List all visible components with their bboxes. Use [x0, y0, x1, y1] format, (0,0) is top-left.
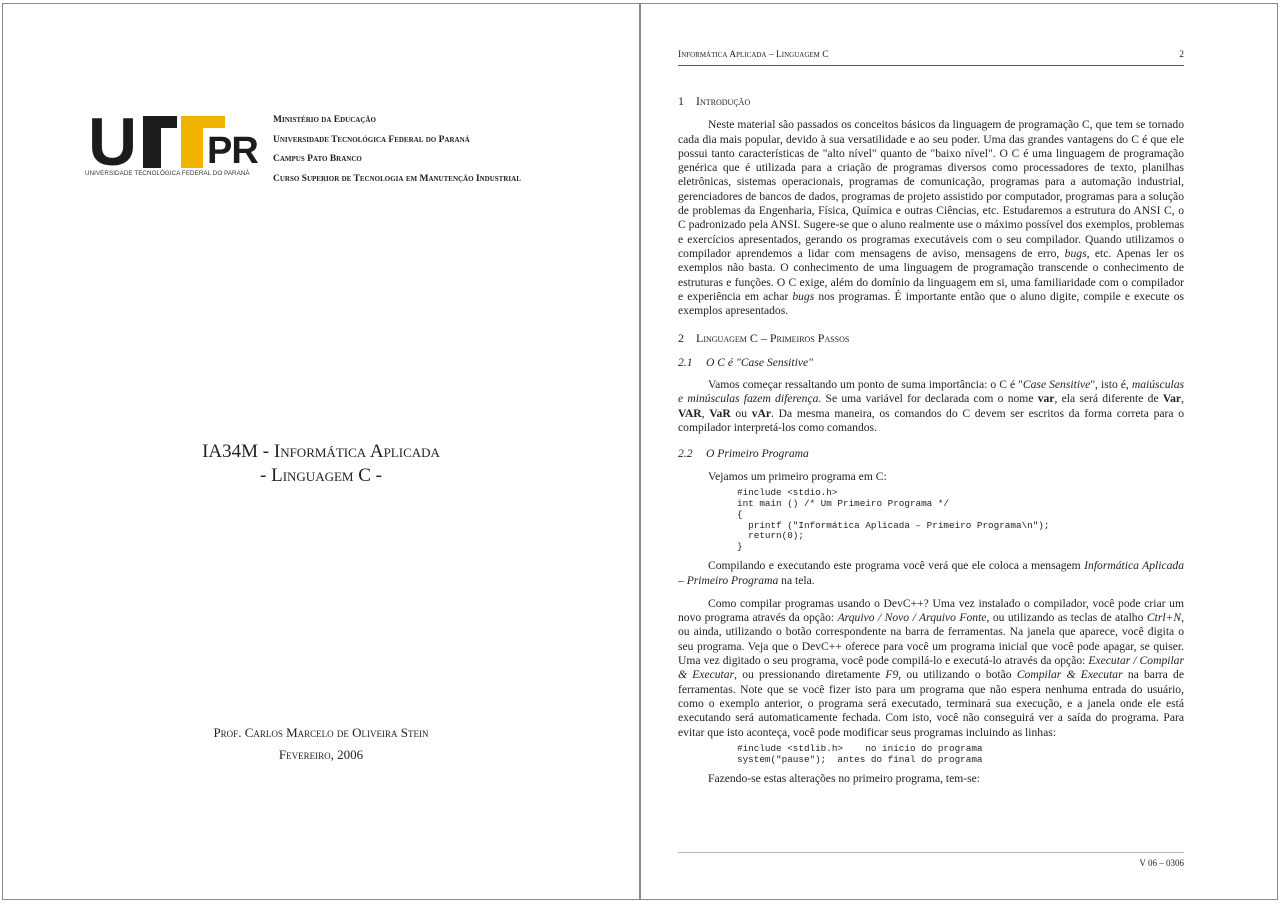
content-page	[640, 3, 1278, 900]
text-run: , ou utilizando as teclas de atalho	[986, 611, 1147, 625]
text-run: , ou ainda, utilizando o botão correspondente na barra de ferramentas. Na janela que aparece, você digita o seu programa. Veja que o DevC++ oferece para você um programa inicial que você pode apagar, se quiser. Uma vez digitado o seu programa, você pode compilá-lo e executá-lo através da opção:	[678, 611, 1185, 668]
emphasis-maiusculas: maiúsculas e minúsculas fazem diferença	[678, 378, 1185, 406]
text-run: . Se uma variável for declarada com o nome	[818, 392, 1038, 406]
text-run: Como compilar programas usando o DevC++? Uma vez instalado o compilador, você pode criar um novo programa através da opção:	[678, 596, 1184, 625]
subsection-title: O C é "Case Sensitive"	[706, 355, 813, 369]
paragraph-compilando	[678, 559, 1184, 588]
code-block-primeiro-programa: #include <stdio.h> int main () /* Um Primeiro Programa */ { printf ("Informática Aplicada – Primeiro Programa\n"); return(0); }	[737, 486, 1050, 553]
bold-var: vAr	[751, 406, 772, 420]
emphasis-menu-path: Executar / Compilar & Executar	[678, 654, 1184, 682]
institution-campus: Campus Pato Branco	[273, 154, 362, 164]
emphasis-case-sensitive: Case Sensitive	[1022, 378, 1091, 392]
emphasis-bugs: bugs	[1064, 246, 1087, 260]
course-title-line1: IA34M - Informática Aplicada	[202, 441, 440, 462]
course-title-line2: - Linguagem C -	[260, 465, 382, 486]
section-heading-introducao	[678, 94, 1184, 108]
publication-date: Fevereiro, 2006	[278, 747, 364, 762]
text-run: ,	[1181, 392, 1184, 406]
institution-course: Curso Superior de Tecnologia em Manutenção Industrial	[273, 173, 521, 184]
text-run: ou	[730, 406, 752, 420]
section-title: Introdução	[696, 94, 751, 108]
paragraph-fazendo: Fazendo-se estas alterações no primeiro programa, tem-se:	[708, 771, 981, 785]
emphasis-button-name: Compilar & Executar	[1016, 668, 1123, 682]
page-content	[678, 94, 1184, 795]
running-header	[678, 50, 1184, 66]
emphasis-shortcut: F9	[885, 668, 899, 682]
text-run: , ou utilizando o botão	[898, 668, 1017, 682]
course-title	[3, 440, 639, 488]
text-run: ,	[701, 406, 710, 420]
emphasis-bugs: bugs	[792, 289, 815, 303]
paragraph-devcpp	[678, 597, 1184, 740]
subsection-heading-primeiro-programa	[678, 447, 1184, 461]
emphasis-shortcut: Ctrl+N	[1146, 611, 1182, 625]
text-run: , etc. Apenas ler os exemplos não basta. O conhecimento de uma linguagem de programação transcende o conhecimento de estruturas e funções. O C exige, além do domínio da linguagem em si, uma familiaridade com o compilador e experiência em achar	[678, 246, 1184, 303]
section-number: 1	[678, 94, 684, 108]
author-name: Prof. Carlos Marcelo de Oliveira Stein	[213, 725, 429, 740]
subsection-number: 2.1	[678, 355, 693, 369]
text-run: ", isto é,	[1090, 378, 1132, 392]
page-footer	[678, 852, 1184, 866]
utfpr-logo	[85, 104, 267, 180]
logo-caption: UNIVERSIDADE TECNOLÓGICA FEDERAL DO PARANÁ	[85, 170, 250, 177]
logo-letter-u: U	[88, 104, 134, 180]
emphasis-message: Informática Aplicada – Primeiro Programa	[678, 559, 1184, 587]
page-number: 2	[1179, 50, 1184, 60]
bold-var: VaR	[709, 406, 731, 420]
text-run: na barra de ferramentas. Note que se você fizer isto para um programa que não espera nenhuma entrada do usuário, como o exemplo anterior, o programa será executado, terminará sua execução, e a janela onde ele está executando será automaticamente fechada. Com isto, você não conseguirá ver a saída do programa. Para evitar que isto aconteça, você pode modificar seus programas incluindo as linhas:	[678, 668, 1184, 739]
text-run: , ela será diferente de	[1054, 392, 1163, 406]
bold-var: var	[1037, 392, 1055, 406]
running-header-title: Informática Aplicada – Linguagem C	[678, 50, 829, 60]
text-run: Compilando e executando este programa você verá que ele coloca a mensagem	[708, 559, 1085, 573]
subsection-number: 2.2	[678, 447, 693, 461]
version-label: V 06 – 0306	[1139, 858, 1184, 868]
text-run: . Da mesma maneira, os comandos do C devem ser escritos da forma correta para o compilador interpretá-los como comandos.	[678, 406, 1185, 434]
logo-bar-f-top	[181, 116, 225, 128]
emphasis-menu-path: Arquivo / Novo / Arquivo Fonte	[837, 611, 987, 625]
subsection-title: O Primeiro Programa	[706, 447, 809, 461]
paragraph-intro	[678, 118, 1184, 318]
logo-bar-t-top	[143, 116, 177, 128]
text-run: Vamos começar ressaltando um ponto de suma importância: o C é "	[708, 378, 1023, 392]
author-block	[3, 722, 639, 766]
text-run: Neste material são passados os conceitos básicos da linguagem de programação C, que tem se tornado cada dia mais popular, devido à sua versatilidade e ao seu poder. Uma das grandes vantagens do C é que ele possui tanto características de "alto nível" quanto de "baixo nível". O C é uma linguagem de programação genérica que é utilizada para a criação de programas diversos como processadores de texto, planilhas eletrônicas, sistemas operacionais, programas de comunicação, programas para a automação industrial, gerenciadores de bancos de dados, programas de projeto assistido por computador, programas para a solução de problemas da Engenharia, Física, Química e outras Ciências, etc. Estudaremos a estrutura do ANSI C, o C padronizado pela ANSI. Sugere-se que o aluno realmente use o máximo possível dos exemplos, problemas e exercícios apresentados, gerando os programas executáveis com o seu compilador. Quando utilizamos o compilador aprendemos a lidar com mensagens de aviso, mensagens de erro,	[678, 118, 1184, 260]
section-title: Linguagem C – Primeiros Passos	[696, 331, 850, 346]
text-run: na tela.	[778, 573, 815, 587]
institution-block	[273, 111, 521, 189]
code-block-pause: #include <stdlib.h> no início do programa system("pause"); antes do final do programa	[737, 742, 983, 765]
institution-university: Universidade Tecnológica Federal do Paraná	[273, 134, 470, 145]
section-number: 2	[678, 331, 684, 346]
subsection-heading-case-sensitive	[678, 356, 1184, 370]
paragraph-case-sensitive	[678, 378, 1184, 435]
logo-letters-pr: PR	[207, 130, 258, 172]
bold-var: Var	[1162, 392, 1182, 406]
text-run: nos programas. É importante então que o aluno digite, compile e execute os exemplos apresentados.	[678, 289, 1184, 318]
paragraph-vejamos: Vejamos um primeiro programa em C:	[708, 469, 887, 483]
cover-page	[2, 3, 640, 900]
bold-var: VAR	[678, 406, 702, 420]
section-heading-primeiros-passos	[678, 331, 1184, 345]
text-run: , ou pressionando diretamente	[734, 668, 886, 682]
institution-ministry: Ministério da Educação	[273, 115, 376, 125]
